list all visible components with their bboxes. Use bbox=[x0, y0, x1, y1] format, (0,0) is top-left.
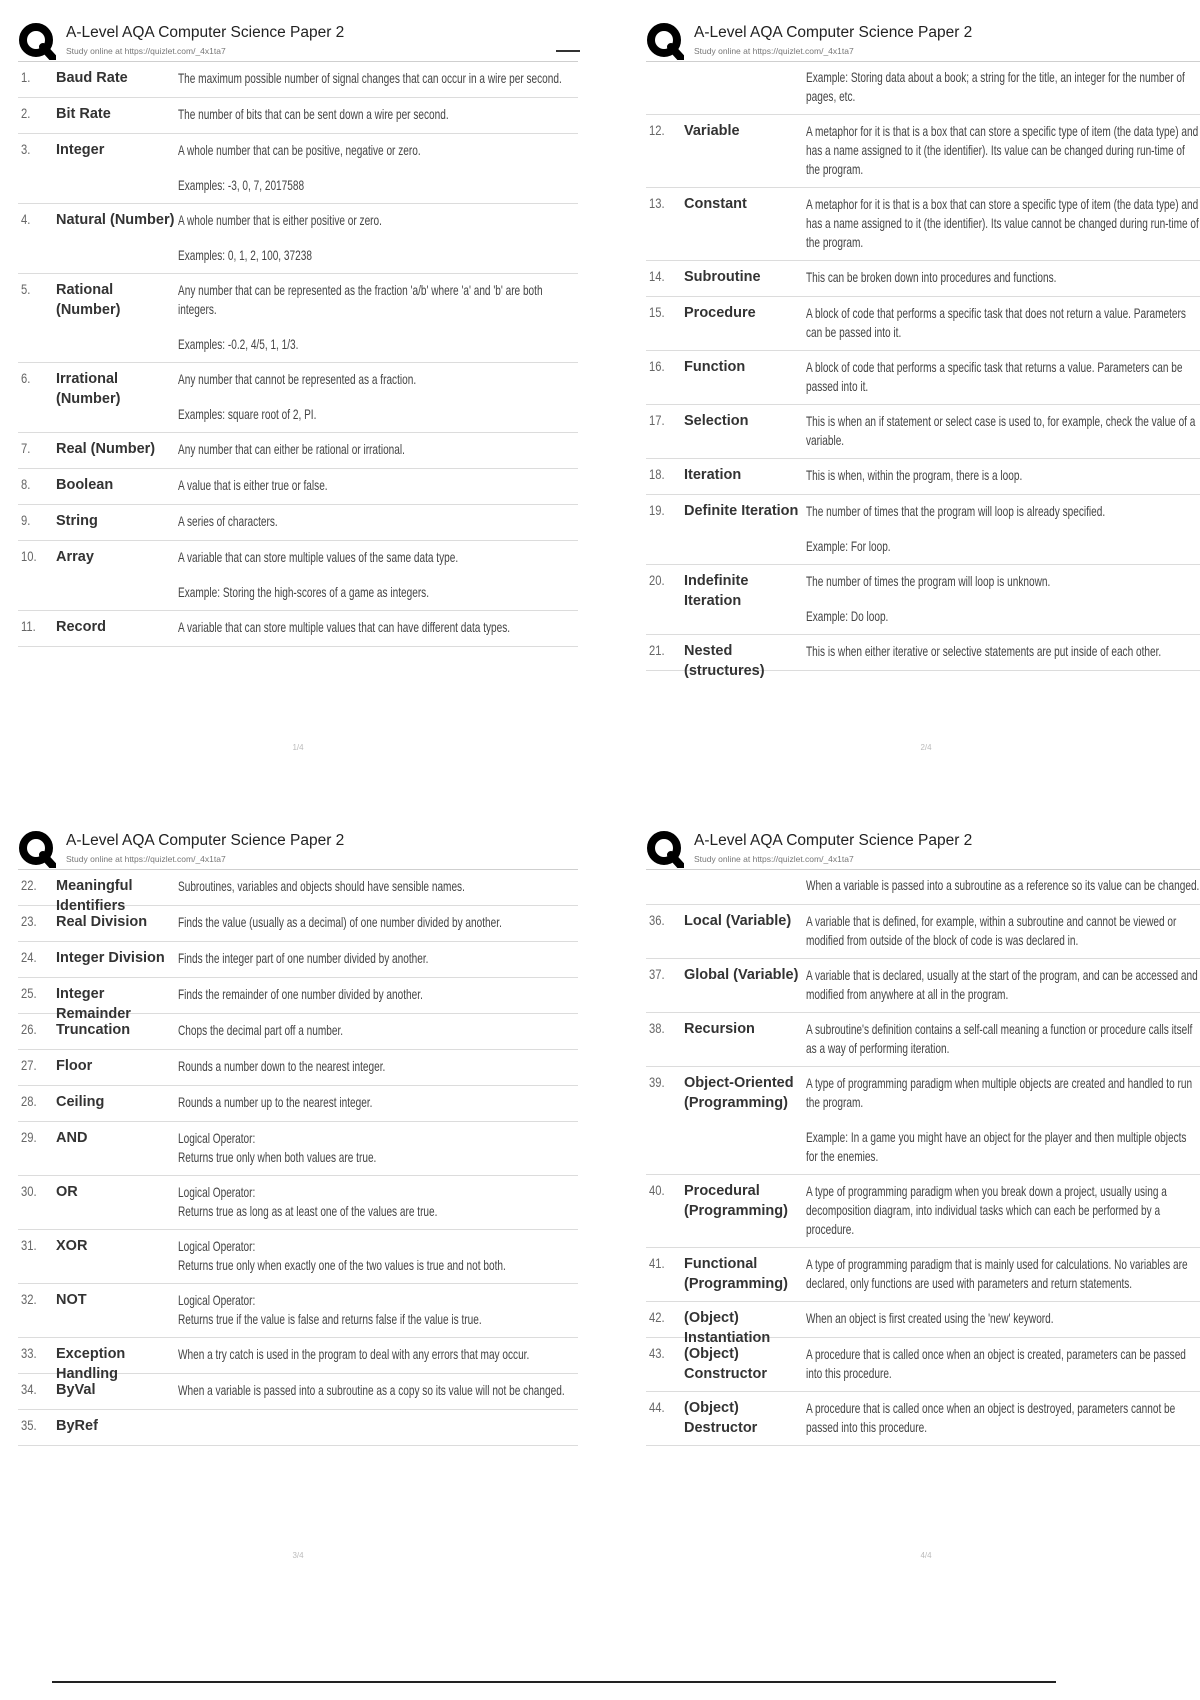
document-subtitle: Study online at https://quizlet.com/_4x1ta7 bbox=[694, 854, 854, 864]
term-definition bbox=[178, 1237, 572, 1275]
term-row bbox=[18, 611, 578, 647]
term-definition bbox=[806, 1345, 1200, 1383]
term-label: ByVal bbox=[56, 1382, 96, 1398]
term-definition bbox=[806, 572, 1200, 626]
definition-example: Example: Do loop. bbox=[806, 608, 889, 624]
definition-text: The maximum possible number of signal changes that can occur in a wire per second. bbox=[178, 70, 562, 86]
term-number: 26. bbox=[21, 1021, 37, 1037]
term-definition bbox=[806, 268, 1200, 287]
term-label: Truncation bbox=[56, 1022, 131, 1038]
definition-text: A series of characters. bbox=[178, 513, 278, 529]
term-label: String bbox=[56, 513, 98, 529]
term-label: Integer Remainder bbox=[56, 986, 131, 1022]
term-label: Meaningful Identifiers bbox=[56, 878, 133, 914]
term-label: AND bbox=[56, 1130, 88, 1146]
definition-text: When a try catch is used in the program to deal with any errors that may occur. bbox=[178, 1346, 530, 1362]
definition-text: A procedure that is called once when an object is destroyed, parameters cannot be passed into this procedure. bbox=[806, 1400, 1176, 1435]
term-definition bbox=[178, 877, 572, 896]
term-label: (Object) Instantiation bbox=[684, 1310, 771, 1346]
definition-text: A type of programming paradigm when you break down a project, usually using a decomposition diagram, into individual tasks which can each be performed by a procedure. bbox=[806, 1183, 1167, 1237]
term-definition bbox=[178, 1093, 572, 1112]
quizlet-logo-icon bbox=[646, 830, 684, 868]
term-definition bbox=[178, 370, 572, 424]
page-header bbox=[18, 18, 578, 62]
definition-text: A variable that can store multiple values of the same data type. bbox=[178, 549, 459, 565]
page-number: 4/4 bbox=[920, 1551, 932, 1560]
document-page-2 bbox=[646, 18, 1200, 808]
term-number: 38. bbox=[649, 1020, 665, 1036]
definition-example: Returns true if the value is false and returns false if the value is true. bbox=[178, 1311, 482, 1327]
term-definition bbox=[178, 1345, 572, 1364]
document-subtitle: Study online at https://quizlet.com/_4x1ta7 bbox=[66, 46, 226, 56]
term-list bbox=[646, 62, 1200, 679]
term-row bbox=[646, 495, 1200, 565]
term-number: 14. bbox=[649, 268, 665, 284]
term-definition bbox=[178, 913, 572, 932]
term-label: Floor bbox=[56, 1058, 93, 1074]
term-number: 29. bbox=[21, 1129, 37, 1145]
term-row bbox=[646, 1175, 1200, 1248]
term-label: Real (Number) bbox=[56, 441, 156, 457]
term-label: OR bbox=[56, 1184, 78, 1200]
definition-text: Logical Operator: bbox=[178, 1130, 256, 1146]
term-number: 31. bbox=[21, 1237, 37, 1253]
term-label: Procedural (Programming) bbox=[684, 1183, 788, 1219]
term-row bbox=[18, 1086, 578, 1122]
term-label: Integer Division bbox=[56, 950, 165, 966]
document-title: A-Level AQA Computer Science Paper 2 bbox=[694, 24, 973, 41]
term-row bbox=[646, 1392, 1200, 1446]
term-label: Bit Rate bbox=[56, 106, 111, 122]
definition-text: A variable that is declared, usually at the start of the program, and can be accessed and modified from anywhere at all in the program. bbox=[806, 967, 1198, 1002]
term-definition bbox=[178, 618, 572, 637]
document-subtitle: Study online at https://quizlet.com/_4x1ta7 bbox=[66, 854, 226, 864]
document-title: A-Level AQA Computer Science Paper 2 bbox=[694, 832, 973, 849]
term-definition bbox=[806, 195, 1200, 252]
term-label: Boolean bbox=[56, 477, 114, 493]
definition-text: Logical Operator: bbox=[178, 1184, 256, 1200]
definition-text: A block of code that performs a specific task that returns a value. Parameters can be passed into it. bbox=[806, 359, 1183, 394]
term-definition bbox=[806, 642, 1200, 661]
term-row bbox=[18, 1050, 578, 1086]
term-definition bbox=[178, 440, 572, 459]
term-label: (Object) Constructor bbox=[684, 1346, 767, 1382]
term-definition bbox=[806, 502, 1200, 556]
term-row bbox=[18, 62, 578, 98]
definition-text: This is when either iterative or selective statements are put inside of each other. bbox=[806, 643, 1162, 659]
definition-text: A type of programming paradigm when multiple objects are created and handled to run the program. bbox=[806, 1075, 1193, 1110]
term-label: NOT bbox=[56, 1292, 87, 1308]
term-number: 12. bbox=[649, 122, 665, 138]
definition-example: Example: In a game you might have an object for the player and then multiple objects for the enemies. bbox=[806, 1129, 1187, 1164]
term-row bbox=[18, 541, 578, 611]
term-definition bbox=[178, 1417, 572, 1436]
term-number: 28. bbox=[21, 1093, 37, 1109]
term-label: Function bbox=[684, 359, 746, 375]
term-definition bbox=[178, 1129, 572, 1167]
page-divider-mark bbox=[556, 50, 580, 52]
term-row bbox=[18, 469, 578, 505]
term-number: 22. bbox=[21, 877, 37, 893]
quizlet-logo-icon bbox=[18, 830, 56, 868]
definition-text: A variable that can store multiple values that can have different data types. bbox=[178, 619, 511, 635]
term-list bbox=[646, 870, 1200, 1446]
term-label: Global (Variable) bbox=[684, 967, 799, 983]
term-definition bbox=[806, 1399, 1200, 1437]
term-label: Iteration bbox=[684, 467, 742, 483]
term-row bbox=[18, 1014, 578, 1050]
document-page-1 bbox=[18, 18, 578, 808]
term-row bbox=[18, 1410, 578, 1446]
term-row bbox=[646, 297, 1200, 351]
term-row bbox=[18, 1230, 578, 1284]
term-label: (Object) Destructor bbox=[684, 1400, 758, 1436]
term-label: Array bbox=[56, 549, 94, 565]
term-definition bbox=[806, 1255, 1200, 1293]
definition-text: Rounds a number up to the nearest integer. bbox=[178, 1094, 373, 1110]
term-definition bbox=[178, 548, 572, 602]
term-label: Irrational (Number) bbox=[56, 371, 121, 407]
term-row bbox=[646, 1067, 1200, 1175]
definition-text: Subroutines, variables and objects should have sensible names. bbox=[178, 878, 465, 894]
term-definition bbox=[178, 105, 572, 124]
term-label: Record bbox=[56, 619, 106, 635]
term-number: 23. bbox=[21, 913, 37, 929]
term-number: 1. bbox=[21, 69, 31, 85]
definition-text: Finds the remainder of one number divided by another. bbox=[178, 986, 423, 1002]
term-number: 3. bbox=[21, 141, 31, 157]
term-row bbox=[18, 1338, 578, 1382]
term-label: Nested (structures) bbox=[684, 643, 765, 679]
document-title: A-Level AQA Computer Science Paper 2 bbox=[66, 24, 345, 41]
term-row bbox=[18, 942, 578, 978]
term-label: Constant bbox=[684, 196, 747, 212]
definition-text: When a variable is passed into a subroutine as a reference so its value can be changed. bbox=[806, 877, 1200, 893]
term-definition bbox=[806, 1309, 1200, 1328]
term-number: 13. bbox=[649, 195, 665, 211]
term-row-continuation bbox=[646, 870, 1200, 905]
definition-text: This is when, within the program, there is a loop. bbox=[806, 467, 1023, 483]
term-definition bbox=[178, 211, 572, 265]
term-definition bbox=[178, 949, 572, 968]
term-row bbox=[646, 959, 1200, 1013]
term-definition bbox=[178, 985, 572, 1004]
term-row bbox=[18, 98, 578, 134]
term-number: 9. bbox=[21, 512, 31, 528]
definition-text: Rounds a number down to the nearest integer. bbox=[178, 1058, 386, 1074]
definition-text: A metaphor for it is that is a box that can store a specific type of item (the data type) and has a name assigned to it (the identifier). Its value can be changed during run-time of the program. bbox=[806, 123, 1199, 177]
page-number: 2/4 bbox=[920, 743, 932, 752]
term-number: 42. bbox=[649, 1309, 665, 1325]
term-definition bbox=[178, 1291, 572, 1329]
term-number: 35. bbox=[21, 1417, 37, 1433]
term-label: ByRef bbox=[56, 1418, 98, 1434]
definition-example: Examples: square root of 2, PI. bbox=[178, 406, 317, 422]
term-number: 17. bbox=[649, 412, 665, 428]
document-subtitle: Study online at https://quizlet.com/_4x1ta7 bbox=[694, 46, 854, 56]
definition-example: Examples: -0.2, 4/5, 1, 1/3. bbox=[178, 336, 299, 352]
definition-text: Example: Storing data about a book; a string for the title, an integer for the number of pages, etc. bbox=[806, 69, 1185, 104]
definition-text: A block of code that performs a specific task that does not return a value. Parameters can be passed into it. bbox=[806, 305, 1186, 340]
term-label: Procedure bbox=[684, 305, 756, 321]
term-number: 5. bbox=[21, 281, 31, 297]
definition-text: When a variable is passed into a subroutine as a copy so its value will not be changed. bbox=[178, 1382, 565, 1398]
term-definition bbox=[806, 68, 1200, 106]
definition-example: Examples: -3, 0, 7, 2017588 bbox=[178, 177, 305, 193]
term-row bbox=[646, 459, 1200, 495]
term-row bbox=[18, 505, 578, 541]
definition-example: Example: For loop. bbox=[806, 538, 891, 554]
term-row bbox=[646, 635, 1200, 679]
term-definition bbox=[806, 304, 1200, 342]
term-label: Local (Variable) bbox=[684, 913, 792, 929]
definition-text: Logical Operator: bbox=[178, 1238, 256, 1254]
definition-example: Returns true only when exactly one of the two values is true and not both. bbox=[178, 1257, 506, 1273]
term-number: 10. bbox=[21, 548, 37, 564]
definition-text: The number of times the program will loop is unknown. bbox=[806, 573, 1051, 589]
term-label: Variable bbox=[684, 123, 740, 139]
definition-text: Any number that can be represented as the fraction 'a/b' where 'a' and 'b' are both integers. bbox=[178, 282, 543, 317]
definition-text: The number of times that the program will loop is already specified. bbox=[806, 503, 1106, 519]
term-number: 33. bbox=[21, 1345, 37, 1361]
term-row bbox=[646, 188, 1200, 261]
term-definition bbox=[178, 1381, 572, 1400]
term-number: 44. bbox=[649, 1399, 665, 1415]
term-number: 39. bbox=[649, 1074, 665, 1090]
definition-text: This is when an if statement or select case is used to, for example, check the value of a variable. bbox=[806, 413, 1196, 448]
definition-text: A value that is either true or false. bbox=[178, 477, 328, 493]
term-number: 37. bbox=[649, 966, 665, 982]
definition-example: Examples: 0, 1, 2, 100, 37238 bbox=[178, 247, 312, 263]
term-row bbox=[646, 405, 1200, 459]
term-row bbox=[646, 905, 1200, 959]
page-header bbox=[646, 18, 1200, 62]
term-number: 6. bbox=[21, 370, 31, 386]
term-definition bbox=[806, 966, 1200, 1004]
definition-text: Any number that cannot be represented as a fraction. bbox=[178, 371, 417, 387]
definition-text: A whole number that is either positive or zero. bbox=[178, 212, 382, 228]
definition-text: When an object is first created using the 'new' keyword. bbox=[806, 1310, 1054, 1326]
term-row bbox=[646, 1338, 1200, 1392]
term-label: Integer bbox=[56, 142, 105, 158]
term-row bbox=[18, 906, 578, 942]
term-label: XOR bbox=[56, 1238, 88, 1254]
quizlet-logo-icon bbox=[646, 22, 684, 60]
term-row bbox=[18, 433, 578, 469]
term-number: 34. bbox=[21, 1381, 37, 1397]
term-row bbox=[18, 978, 578, 1022]
term-number: 8. bbox=[21, 476, 31, 492]
definition-example: Returns true as long as at least one of the values are true. bbox=[178, 1203, 438, 1219]
term-definition bbox=[178, 69, 572, 88]
term-definition bbox=[806, 412, 1200, 450]
term-row bbox=[18, 870, 578, 914]
definition-text: Any number that can either be rational or irrational. bbox=[178, 441, 405, 457]
term-definition bbox=[806, 1182, 1200, 1239]
definition-example: Example: Storing the high-scores of a game as integers. bbox=[178, 584, 430, 600]
term-number: 36. bbox=[649, 912, 665, 928]
term-row bbox=[18, 274, 578, 363]
definition-text: A whole number that can be positive, negative or zero. bbox=[178, 142, 421, 158]
term-number: 2. bbox=[21, 105, 31, 121]
term-label: Baud Rate bbox=[56, 70, 128, 86]
term-definition bbox=[806, 358, 1200, 396]
term-definition bbox=[806, 912, 1200, 950]
definition-example: Returns true only when both values are true. bbox=[178, 1149, 377, 1165]
term-row bbox=[646, 351, 1200, 405]
term-label: Selection bbox=[684, 413, 749, 429]
page-number: 3/4 bbox=[292, 1551, 304, 1560]
term-row bbox=[18, 204, 578, 274]
term-number: 41. bbox=[649, 1255, 665, 1271]
term-row bbox=[18, 363, 578, 433]
term-number: 32. bbox=[21, 1291, 37, 1307]
term-number: 20. bbox=[649, 572, 665, 588]
term-definition bbox=[806, 1020, 1200, 1058]
definition-text: This can be broken down into procedures and functions. bbox=[806, 269, 1057, 285]
term-number: 16. bbox=[649, 358, 665, 374]
definition-text: Finds the integer part of one number divided by another. bbox=[178, 950, 429, 966]
term-definition bbox=[178, 1057, 572, 1076]
term-label: Object-Oriented (Programming) bbox=[684, 1075, 794, 1111]
term-definition bbox=[178, 1021, 572, 1040]
term-definition bbox=[806, 466, 1200, 485]
page-header bbox=[18, 826, 578, 870]
definition-text: Logical Operator: bbox=[178, 1292, 256, 1308]
definition-text: Chops the decimal part off a number. bbox=[178, 1022, 344, 1038]
term-number: 15. bbox=[649, 304, 665, 320]
term-definition bbox=[178, 141, 572, 195]
term-row bbox=[646, 261, 1200, 297]
term-row-continuation bbox=[646, 62, 1200, 115]
term-definition bbox=[178, 476, 572, 495]
term-number: 24. bbox=[21, 949, 37, 965]
term-label: Natural (Number) bbox=[56, 212, 175, 228]
term-number: 43. bbox=[649, 1345, 665, 1361]
term-definition bbox=[178, 1183, 572, 1221]
definition-text: Finds the value (usually as a decimal) of one number divided by another. bbox=[178, 914, 502, 930]
term-label: Exception Handling bbox=[56, 1346, 126, 1382]
definition-text bbox=[178, 1417, 572, 1436]
document-page-4 bbox=[646, 826, 1200, 1616]
definition-text: The number of bits that can be sent down a wire per second. bbox=[178, 106, 449, 122]
definition-text: A procedure that is called once when an object is created, parameters can be passed into this procedure. bbox=[806, 1346, 1186, 1381]
term-label: Rational (Number) bbox=[56, 282, 121, 318]
term-number: 7. bbox=[21, 440, 31, 456]
document-title: A-Level AQA Computer Science Paper 2 bbox=[66, 832, 345, 849]
term-number: 25. bbox=[21, 985, 37, 1001]
term-number: 30. bbox=[21, 1183, 37, 1199]
term-definition bbox=[806, 876, 1200, 895]
term-label: Real Division bbox=[56, 914, 148, 930]
term-number: 11. bbox=[21, 618, 36, 634]
term-row bbox=[18, 1176, 578, 1230]
term-row bbox=[18, 134, 578, 204]
document-page-3 bbox=[18, 826, 578, 1616]
definition-text: A type of programming paradigm that is mainly used for calculations. No variables are declared, only functions are used with parameters and return statements. bbox=[806, 1256, 1188, 1291]
term-label: Recursion bbox=[684, 1021, 755, 1037]
term-list bbox=[18, 62, 578, 647]
term-label: Definite Iteration bbox=[684, 503, 799, 519]
term-row bbox=[18, 1284, 578, 1338]
term-definition bbox=[178, 281, 572, 354]
term-label: Subroutine bbox=[684, 269, 761, 285]
term-number: 40. bbox=[649, 1182, 665, 1198]
bottom-divider bbox=[52, 1681, 1056, 1683]
term-label: Functional (Programming) bbox=[684, 1256, 788, 1292]
term-row bbox=[646, 115, 1200, 188]
term-definition bbox=[806, 122, 1200, 179]
term-label: Ceiling bbox=[56, 1094, 105, 1110]
definition-text: A variable that is defined, for example, within a subroutine and cannot be viewed or modified from outside of the block of code is was declared in. bbox=[806, 913, 1177, 948]
term-row bbox=[646, 565, 1200, 635]
term-row bbox=[18, 1122, 578, 1176]
term-row bbox=[18, 1374, 578, 1410]
term-definition bbox=[806, 1074, 1200, 1166]
term-number: 18. bbox=[649, 466, 665, 482]
term-number: 21. bbox=[649, 642, 665, 658]
term-definition bbox=[178, 512, 572, 531]
quizlet-logo-icon bbox=[18, 22, 56, 60]
term-list bbox=[18, 870, 578, 1446]
definition-text: A subroutine's definition contains a self-call meaning a function or procedure calls itself as a way of performing iteration. bbox=[806, 1021, 1193, 1056]
definition-text: A metaphor for it is that is a box that can store a specific type of item (the data type) and has a name assigned to it (the identifier). Its value cannot be changed during run-time of the program. bbox=[806, 196, 1199, 250]
term-number: 4. bbox=[21, 211, 31, 227]
term-number: 27. bbox=[21, 1057, 37, 1073]
term-row bbox=[646, 1013, 1200, 1067]
term-row bbox=[646, 1248, 1200, 1302]
page-header bbox=[646, 826, 1200, 870]
term-label: Indefinite Iteration bbox=[684, 573, 749, 609]
term-number: 19. bbox=[649, 502, 665, 518]
page-number: 1/4 bbox=[292, 743, 304, 752]
term-row bbox=[646, 1302, 1200, 1346]
